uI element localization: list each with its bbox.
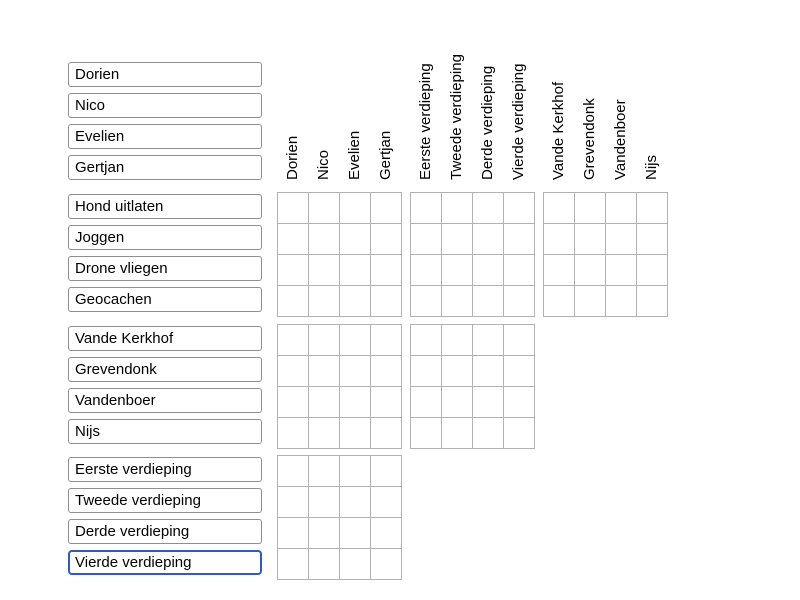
grid-cell[interactable] bbox=[309, 487, 340, 518]
grid-cell[interactable] bbox=[606, 224, 637, 255]
grid-cell[interactable] bbox=[371, 418, 402, 449]
grid-cell[interactable] bbox=[309, 456, 340, 487]
grid-cell[interactable] bbox=[309, 193, 340, 224]
col-header-group-names bbox=[277, 10, 401, 180]
grid-cell[interactable] bbox=[411, 193, 442, 224]
col-header-nico: Nico bbox=[315, 149, 332, 180]
grid-cell[interactable] bbox=[278, 224, 309, 255]
label-vande-kerkhof[interactable]: Vande Kerkhof bbox=[68, 326, 262, 351]
grid-cell[interactable] bbox=[544, 255, 575, 286]
col-header-eerste-verdieping: Eerste verdieping bbox=[417, 63, 434, 180]
col-header-group-surnames bbox=[543, 10, 667, 180]
grid-cell[interactable] bbox=[411, 387, 442, 418]
grid-cell[interactable] bbox=[473, 286, 504, 317]
grid-cell[interactable] bbox=[371, 518, 402, 549]
grid-cell[interactable] bbox=[442, 418, 473, 449]
grid-cell[interactable] bbox=[278, 518, 309, 549]
grid-cell[interactable] bbox=[278, 418, 309, 449]
label-hond-uitlaten[interactable]: Hond uitlaten bbox=[68, 194, 262, 219]
col-header-grevendonk: Grevendonk bbox=[581, 98, 598, 180]
grid-cell[interactable] bbox=[371, 224, 402, 255]
grid-cell[interactable] bbox=[606, 286, 637, 317]
grid-cell[interactable] bbox=[278, 255, 309, 286]
label-tweede-verdieping[interactable]: Tweede verdieping bbox=[68, 488, 262, 513]
label-column-names bbox=[68, 62, 262, 186]
grid-cell[interactable] bbox=[575, 193, 606, 224]
grid-cell[interactable] bbox=[473, 224, 504, 255]
grid-cell[interactable] bbox=[473, 193, 504, 224]
grid-cell[interactable] bbox=[340, 255, 371, 286]
grid-block-activities-surnames bbox=[543, 192, 668, 317]
grid-cell[interactable] bbox=[504, 418, 535, 449]
grid-cell[interactable] bbox=[575, 224, 606, 255]
grid-cell[interactable] bbox=[371, 356, 402, 387]
grid-cell[interactable] bbox=[340, 387, 371, 418]
grid-cell[interactable] bbox=[340, 356, 371, 387]
grid-cell[interactable] bbox=[309, 286, 340, 317]
grid-cell[interactable] bbox=[309, 518, 340, 549]
grid-cell[interactable] bbox=[371, 456, 402, 487]
grid-cell[interactable] bbox=[544, 193, 575, 224]
grid-cell[interactable] bbox=[504, 193, 535, 224]
grid-cell[interactable] bbox=[340, 325, 371, 356]
col-header-tweede-verdieping: Tweede verdieping bbox=[448, 54, 465, 180]
grid-cell[interactable] bbox=[278, 456, 309, 487]
grid-cell[interactable] bbox=[637, 224, 668, 255]
grid-cell[interactable] bbox=[504, 325, 535, 356]
grid-cell[interactable] bbox=[473, 387, 504, 418]
grid-cell[interactable] bbox=[340, 456, 371, 487]
grid-cell[interactable] bbox=[340, 418, 371, 449]
label-grevendonk[interactable]: Grevendonk bbox=[68, 357, 262, 382]
grid-cell[interactable] bbox=[371, 255, 402, 286]
grid-cell[interactable] bbox=[575, 255, 606, 286]
label-eerste-verdieping[interactable]: Eerste verdieping bbox=[68, 457, 262, 482]
grid-cell[interactable] bbox=[606, 255, 637, 286]
col-header-derde-verdieping: Derde verdieping bbox=[479, 65, 496, 180]
grid-cell[interactable] bbox=[371, 487, 402, 518]
grid-cell[interactable] bbox=[544, 224, 575, 255]
grid-cell[interactable] bbox=[309, 549, 340, 580]
grid-cell[interactable] bbox=[371, 387, 402, 418]
grid-cell[interactable] bbox=[442, 286, 473, 317]
grid-cell[interactable] bbox=[606, 193, 637, 224]
grid-block-floors-names bbox=[277, 455, 402, 580]
grid-cell[interactable] bbox=[473, 325, 504, 356]
grid-cell[interactable] bbox=[309, 325, 340, 356]
grid-cell[interactable] bbox=[309, 418, 340, 449]
col-header-nijs: Nijs bbox=[643, 155, 660, 180]
grid-block-surnames-names bbox=[277, 324, 402, 449]
grid-cell[interactable] bbox=[278, 549, 309, 580]
grid-cell[interactable] bbox=[442, 193, 473, 224]
grid-cell[interactable] bbox=[371, 193, 402, 224]
grid-cell[interactable] bbox=[278, 193, 309, 224]
label-vandenboer[interactable]: Vandenboer bbox=[68, 388, 262, 413]
col-header-vande-kerkhof: Vande Kerkhof bbox=[550, 81, 567, 180]
grid-cell[interactable] bbox=[504, 224, 535, 255]
label-drone-vliegen[interactable]: Drone vliegen bbox=[68, 256, 262, 281]
col-header-vierde-verdieping: Vierde verdieping bbox=[510, 63, 527, 180]
grid-block-activities-floors bbox=[410, 192, 535, 317]
grid-cell[interactable] bbox=[278, 325, 309, 356]
grid-cell[interactable] bbox=[504, 255, 535, 286]
grid-cell[interactable] bbox=[637, 255, 668, 286]
grid-cell[interactable] bbox=[504, 387, 535, 418]
grid-cell[interactable] bbox=[309, 356, 340, 387]
label-gertjan[interactable]: Gertjan bbox=[68, 155, 262, 180]
grid-cell[interactable] bbox=[340, 549, 371, 580]
grid-cell[interactable] bbox=[442, 387, 473, 418]
grid-cell[interactable] bbox=[411, 255, 442, 286]
grid-cell[interactable] bbox=[637, 286, 668, 317]
grid-cell[interactable] bbox=[575, 286, 606, 317]
grid-cell[interactable] bbox=[411, 325, 442, 356]
grid-cell[interactable] bbox=[340, 224, 371, 255]
label-joggen[interactable]: Joggen bbox=[68, 225, 262, 250]
col-header-group-floors bbox=[410, 10, 534, 180]
grid-cell[interactable] bbox=[309, 255, 340, 286]
grid-cell[interactable] bbox=[473, 356, 504, 387]
grid-cell[interactable] bbox=[544, 286, 575, 317]
grid-cell[interactable] bbox=[473, 418, 504, 449]
label-column-activities bbox=[68, 194, 262, 318]
grid-cell[interactable] bbox=[340, 487, 371, 518]
grid-cell[interactable] bbox=[278, 356, 309, 387]
grid-cell[interactable] bbox=[278, 286, 309, 317]
col-header-dorien: Dorien bbox=[284, 135, 301, 180]
grid-cell[interactable] bbox=[411, 286, 442, 317]
grid-cell[interactable] bbox=[637, 193, 668, 224]
label-dorien[interactable]: Dorien bbox=[68, 62, 262, 87]
label-nijs[interactable]: Nijs bbox=[68, 419, 262, 444]
grid-cell[interactable] bbox=[371, 286, 402, 317]
grid-block-surnames-floors bbox=[410, 324, 535, 449]
grid-cell[interactable] bbox=[309, 387, 340, 418]
grid-cell[interactable] bbox=[278, 487, 309, 518]
col-header-evelien: Evelien bbox=[346, 130, 363, 180]
grid-cell[interactable] bbox=[411, 356, 442, 387]
grid-block-activities-names bbox=[277, 192, 402, 317]
grid-cell[interactable] bbox=[371, 549, 402, 580]
label-derde-verdieping[interactable]: Derde verdieping bbox=[68, 519, 262, 544]
grid-cell[interactable] bbox=[442, 255, 473, 286]
col-header-vandenboer: Vandenboer bbox=[612, 99, 629, 180]
grid-cell[interactable] bbox=[442, 325, 473, 356]
grid-cell[interactable] bbox=[340, 286, 371, 317]
grid-cell[interactable] bbox=[442, 356, 473, 387]
label-geocachen[interactable]: Geocachen bbox=[68, 287, 262, 312]
col-header-gertjan: Gertjan bbox=[377, 130, 394, 180]
label-vierde-verdieping-selected[interactable]: Vierde verdieping bbox=[68, 550, 262, 575]
label-evelien[interactable]: Evelien bbox=[68, 124, 262, 149]
grid-cell[interactable] bbox=[278, 387, 309, 418]
label-nico[interactable]: Nico bbox=[68, 93, 262, 118]
grid-cell[interactable] bbox=[340, 518, 371, 549]
grid-cell[interactable] bbox=[442, 224, 473, 255]
grid-cell[interactable] bbox=[473, 255, 504, 286]
grid-cell[interactable] bbox=[309, 224, 340, 255]
grid-cell[interactable] bbox=[411, 224, 442, 255]
label-column-surnames bbox=[68, 326, 262, 450]
label-column-floors bbox=[68, 457, 262, 581]
grid-cell[interactable] bbox=[340, 193, 371, 224]
grid-cell[interactable] bbox=[504, 286, 535, 317]
grid-cell[interactable] bbox=[504, 356, 535, 387]
grid-cell[interactable] bbox=[371, 325, 402, 356]
grid-cell[interactable] bbox=[411, 418, 442, 449]
